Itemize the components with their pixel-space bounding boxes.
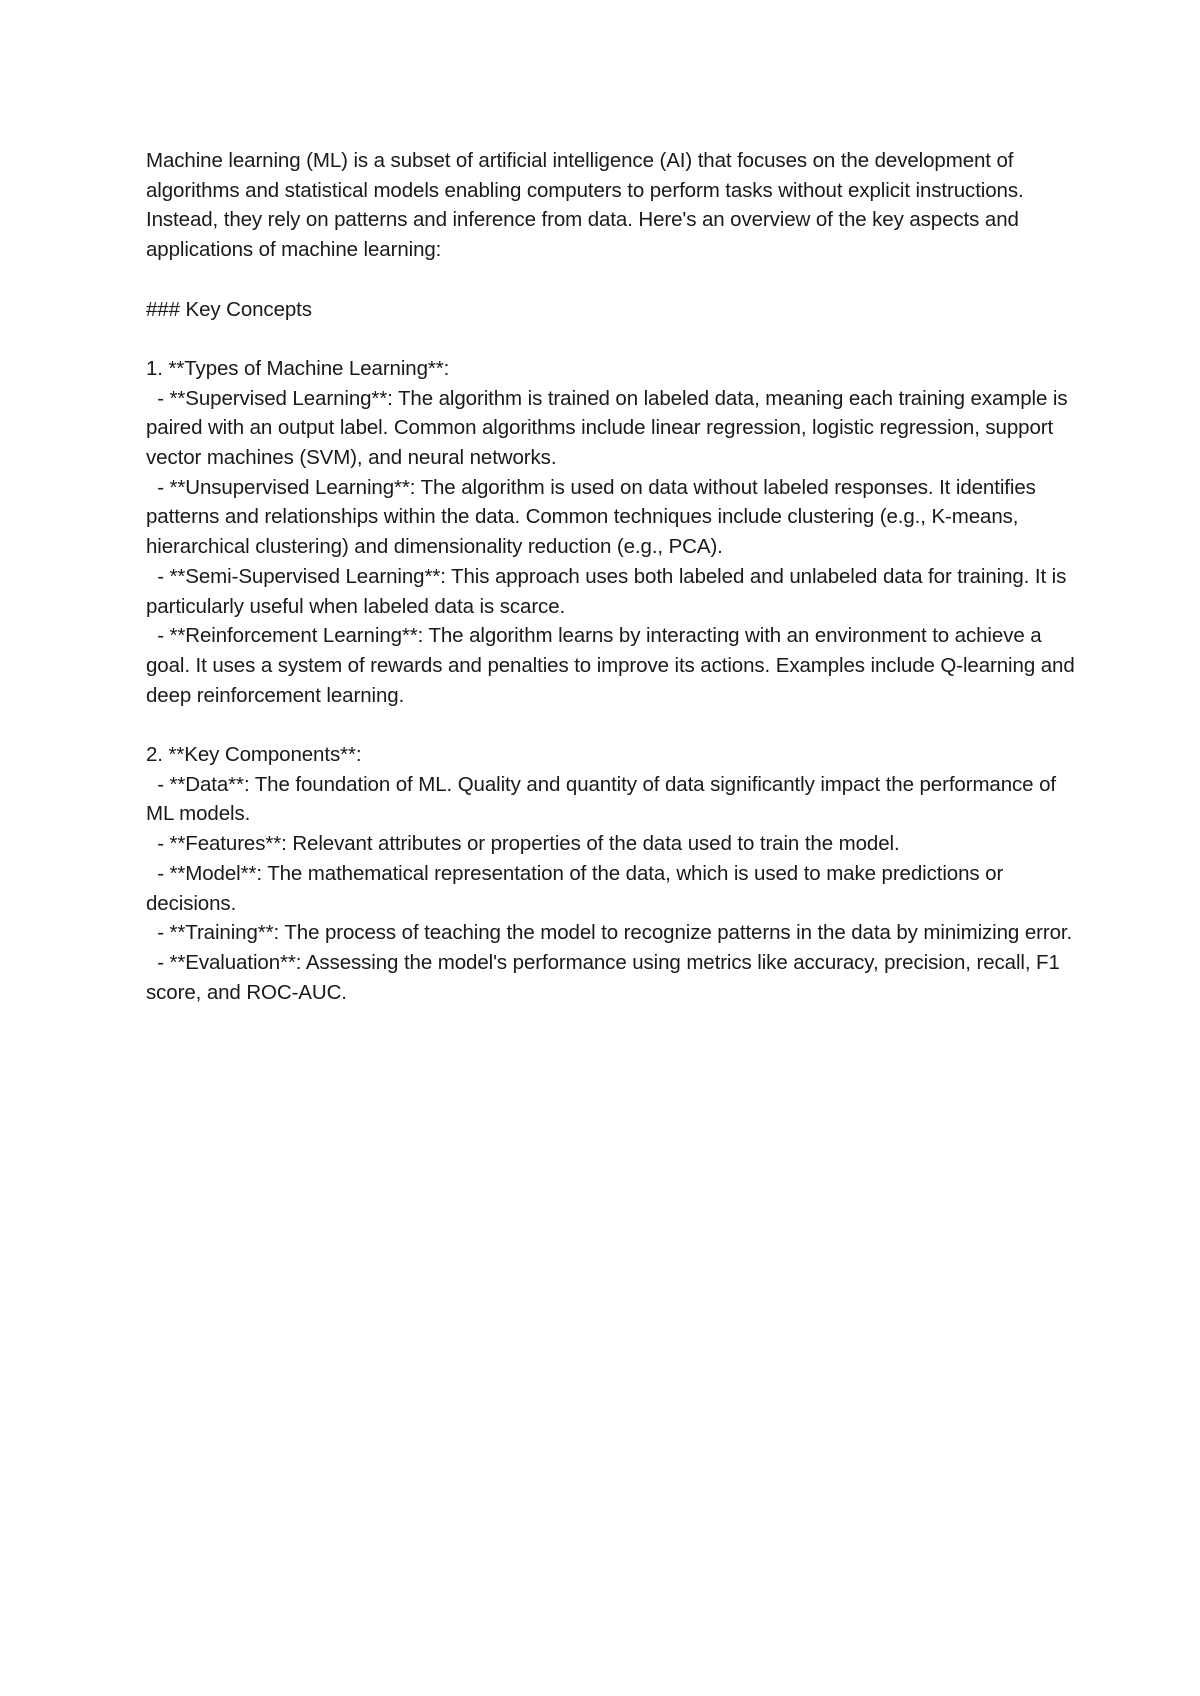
document-body	[146, 146, 1086, 1007]
intro-paragraph: Machine learning (ML) is a subset of artificial intelligence (AI) that focuses on the development of algorithms and statistical models enabling computers to perform tasks without explicit instructions. Instead, they rely on patterns and inference from data. Here's an overview of the key aspects and applications of machine learning:	[146, 149, 1030, 262]
spacer	[146, 710, 1086, 740]
list-item-data: - **Data**: The foundation of ML. Quality and quantity of data significantly impact the performance of ML models.	[146, 772, 1062, 826]
section-heading: ### Key Concepts	[146, 297, 312, 321]
list-item-features: - **Features**: Relevant attributes or properties of the data used to train the model.	[146, 832, 900, 856]
list-item-semi-supervised: - **Semi-Supervised Learning**: This approach uses both labeled and unlabeled data for training. It is particularly useful when labeled data is scarce.	[146, 564, 1072, 618]
list-item-evaluation: - **Evaluation**: Assessing the model's performance using metrics like accuracy, precision, recall, F1 score, and ROC-AUC.	[146, 950, 1066, 1004]
list-item-supervised: - **Supervised Learning**: The algorithm is trained on labeled data, meaning each training example is paired with an output label. Common algorithms include linear regression, logistic regression, support vector machines (SVM), and neural networks.	[146, 386, 1074, 469]
list2-heading: 2. **Key Components**:	[146, 743, 362, 767]
list-item-model: - **Model**: The mathematical representation of the data, which is used to make predictions or decisions.	[146, 861, 1009, 915]
spacer	[146, 265, 1086, 295]
spacer	[146, 324, 1086, 354]
list-item-unsupervised: - **Unsupervised Learning**: The algorithm is used on data without labeled responses. It identifies patterns and relationships within the data. Common techniques include clustering (e.g., K-means, hierarchical clustering) and dimensionality reduction (e.g., PCA).	[146, 475, 1042, 559]
list-item-reinforcement: - **Reinforcement Learning**: The algorithm learns by interacting with an environment to achieve a goal. It uses a system of rewards and penalties to improve its actions. Examples include Q-learning and deep reinforcement learning.	[146, 624, 1081, 707]
list1-heading: 1. **Types of Machine Learning**:	[146, 356, 450, 380]
list-item-training: - **Training**: The process of teaching the model to recognize patterns in the data by minimizing error.	[146, 921, 1073, 945]
